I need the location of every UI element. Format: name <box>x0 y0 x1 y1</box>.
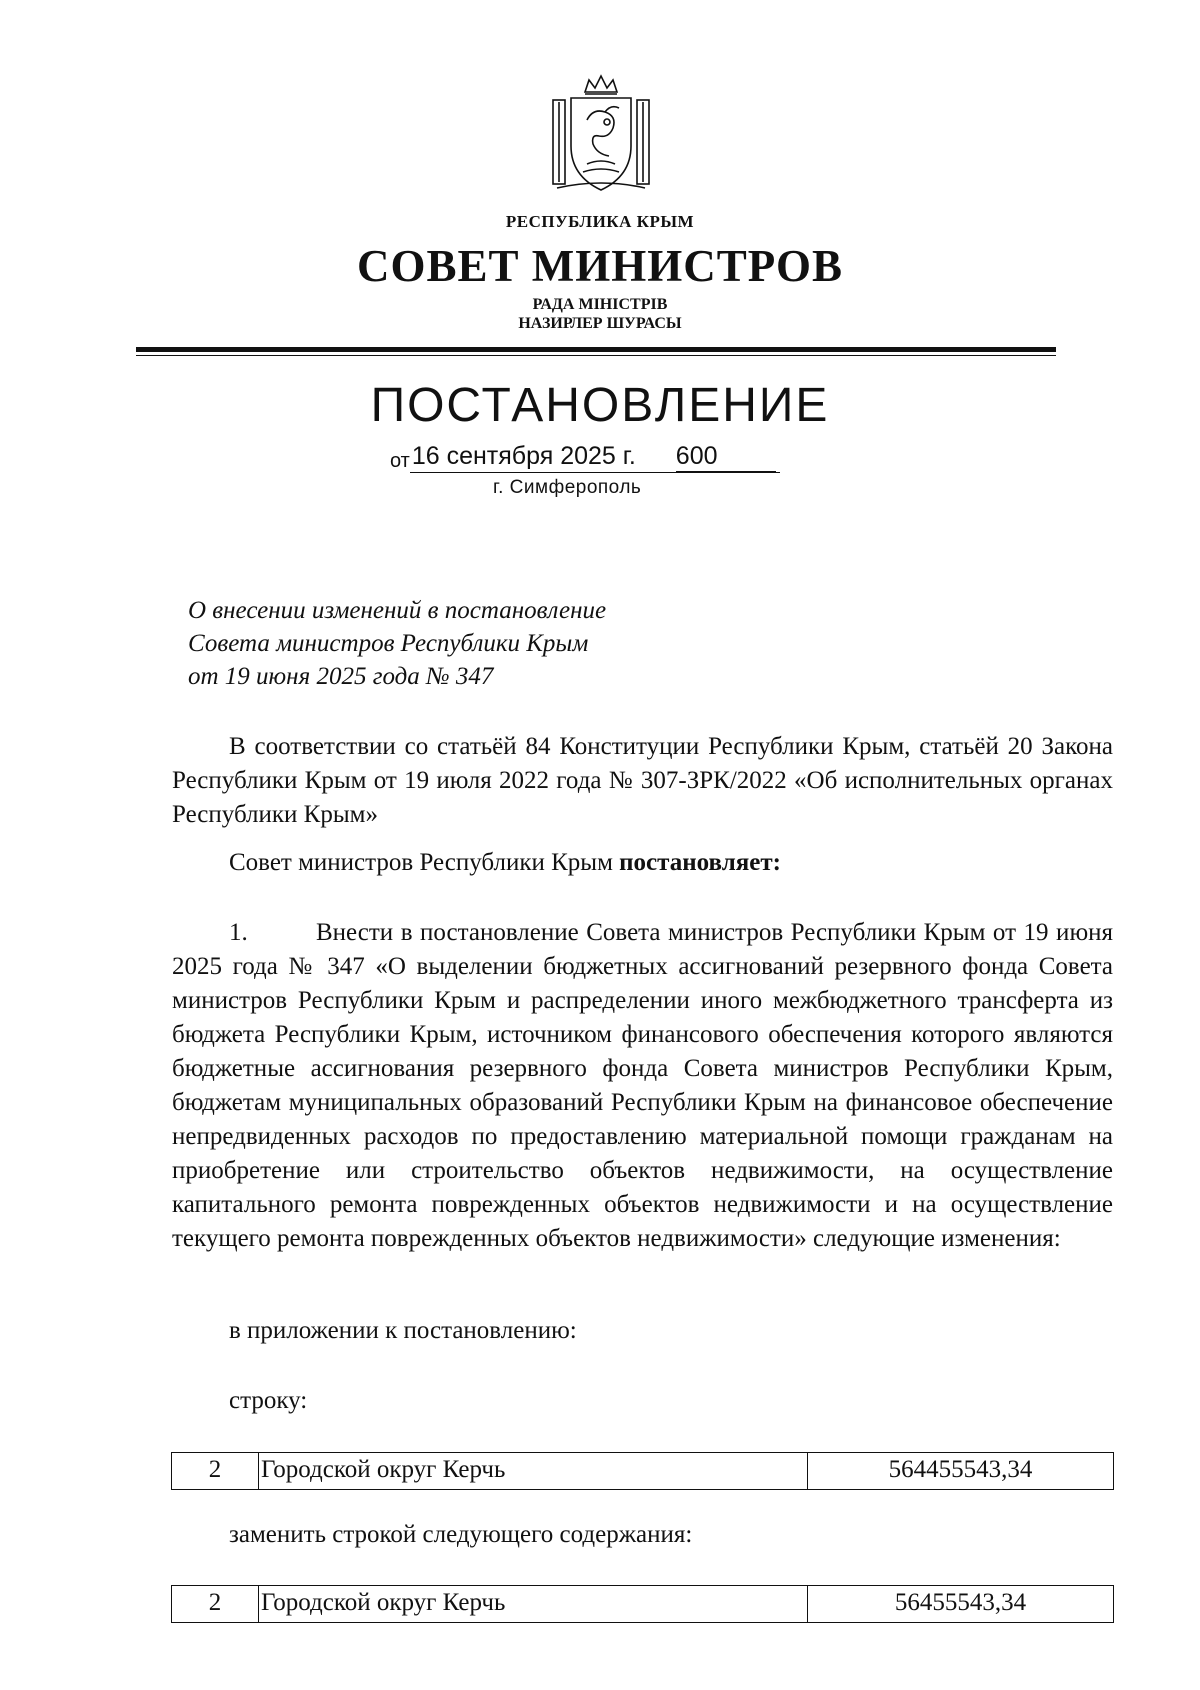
old-row-table <box>171 1452 1114 1490</box>
resolution-city: г. Симферополь <box>493 477 642 498</box>
row-number-cell: 2 <box>172 1453 259 1490</box>
document-type-title: ПОСТАНОВЛЕНИЕ <box>370 379 830 432</box>
item-1-number: 1. <box>229 919 248 946</box>
new-row-table <box>171 1585 1114 1623</box>
council-name-crimean-tatar: НАЗИРЛЕР ШУРАСЫ <box>518 315 682 332</box>
row-number-cell: 2 <box>172 1586 259 1623</box>
header-divider-thin <box>136 355 1056 356</box>
item-1-paragraph <box>172 916 1113 1256</box>
row-amount-cell: 564455543,34 <box>808 1453 1114 1490</box>
resolution-date <box>410 442 780 473</box>
council-name: СОВЕТ МИНИСТРОВ <box>356 241 844 291</box>
table-row <box>172 1586 1114 1623</box>
preamble-paragraph: В соответствии со статьёй 84 Конституции Республики Крым, статьёй 20 Закона Республики Крым от 19 июля 2022 года № 307-ЗРК/2022 «Об исполнительных органах Республики Крым» <box>172 733 1113 828</box>
subject-line: Совета министров Республики Крым <box>188 630 589 657</box>
row-amount-cell: 56455543,34 <box>808 1586 1114 1623</box>
row-name-cell: Городской округ Керчь <box>259 1453 808 1490</box>
subject-line: О внесении изменений в постановление <box>188 597 607 624</box>
council-name-ukrainian: РАДА МІНІСТРІВ <box>532 296 668 313</box>
date-prefix: от <box>390 450 410 472</box>
decree-paragraph <box>229 846 1113 880</box>
item-1-text: Внести в постановление Совета министров Республики Крым от 19 июня 2025 года № 347 «О выделении бюджетных ассигнований резервного фонда Совета министров Республики Крым и распределении иного межбюджетного трансферта из бюджета Республики Крым, источником финансового обеспечения которого являются бюджетные ассигнования резервного фонда Совета министров Республики Крым, бюджетам муниципальных образований Республики Крым на финансовое обеспечение непредвиденных расходов по предоставлению материальной помощи гражданам на приобретение или строительство объектов недвижимости, на осуществление капитального ремонта поврежденных объектов недвижимости и на осуществление текущего ремонта поврежденных объектов недвижимости» следующие изменения: <box>172 919 1113 1252</box>
republic-name: РЕСПУБЛИКА КРЫМ <box>505 212 695 231</box>
appendix-paragraph: в приложении к постановлению: <box>229 1317 577 1344</box>
resolution-number: 600 <box>676 442 776 472</box>
decree-verb: постановляет: <box>619 849 781 876</box>
row-name-cell: Городской округ Керчь <box>259 1586 808 1623</box>
resolution-date-line <box>390 442 810 473</box>
table-row <box>172 1453 1114 1490</box>
subject-line: от 19 июня 2025 года № 347 <box>188 663 494 690</box>
coat-of-arms-icon <box>547 72 655 196</box>
row-label-paragraph: строку: <box>229 1387 308 1414</box>
resolution-subject <box>188 594 748 693</box>
header-divider <box>136 347 1056 352</box>
replace-paragraph: заменить строкой следующего содержания: <box>229 1521 693 1548</box>
resolution-date-text: 16 сентября 2025 г. <box>411 442 636 470</box>
decree-lead: Совет министров Республики Крым <box>229 849 613 876</box>
